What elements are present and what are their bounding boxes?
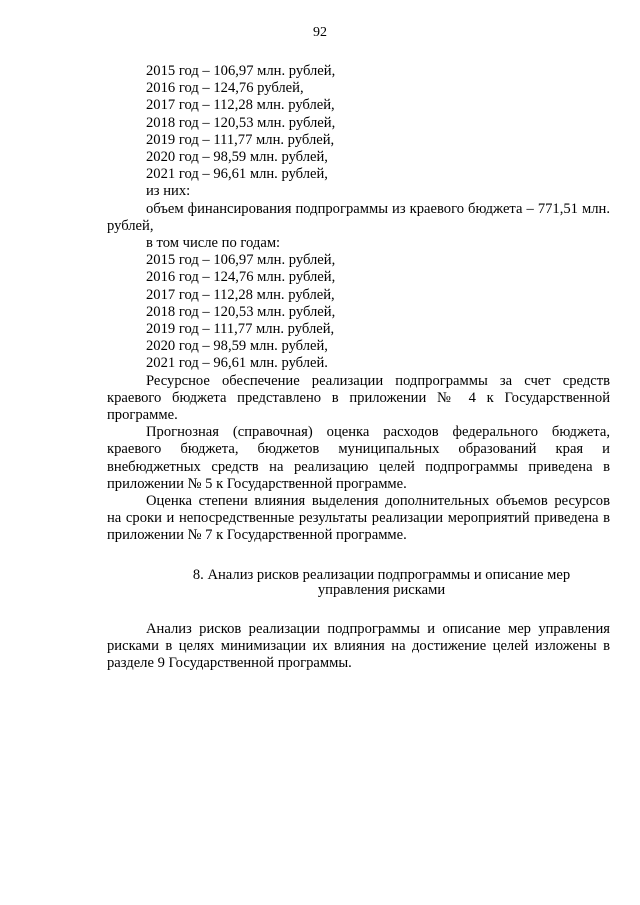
year-line: 2017 год – 112,28 млн. рублей, (146, 97, 335, 114)
year-line: 2019 год – 111,77 млн. рублей, (146, 321, 335, 338)
regional-budget-summary: объем финансирования подпрограммы из краевого бюджета – 771,51 млн. рублей, (107, 200, 610, 234)
year-line: 2018 год – 120,53 млн. рублей, (146, 303, 336, 320)
page-body (107, 63, 610, 672)
section-heading-line1: 8. Анализ рисков реализации подпрограммы и описание мер (192, 566, 571, 583)
section-heading (107, 568, 610, 598)
of-which-label: из них: (146, 183, 191, 200)
forecast-paragraph: Прогнозная (справочная) оценка расходов федерального бюджета, краевого бюджета, бюджетов муниципальных образований края и внебюджетных средств на реализацию целей подпрограммы приведена в приложении № 5 к Государственной программе. (107, 424, 610, 492)
year-line: 2015 год – 106,97 млн. рублей, (146, 252, 336, 269)
risk-analysis-paragraph: Анализ рисков реализации подпрограммы и описание мер управления рисками в целях минимизации их влияния на достижение целей изложены в разделе 9 Государственной программы. (107, 620, 610, 672)
section-heading-line2: управления рисками (317, 581, 446, 598)
year-line: 2020 год – 98,59 млн. рублей, (146, 149, 328, 166)
year-line: 2020 год – 98,59 млн. рублей, (146, 338, 328, 355)
year-line: 2019 год – 111,77 млн. рублей, (146, 131, 335, 148)
year-line: 2017 год – 112,28 млн. рублей, (146, 286, 335, 303)
resources-paragraph: Ресурсное обеспечение реализации подпрограммы за счет средств краевого бюджета представлено в приложении № 4 к Государственной программе. (107, 372, 610, 424)
year-line: 2021 год – 96,61 млн. рублей, (146, 166, 328, 183)
assessment-paragraph: Оценка степени влияния выделения дополнительных объемов ресурсов на сроки и непосредственные результаты реализации мероприятий приведена в приложении № 7 к Государственной программе. (107, 493, 610, 544)
by-years-intro: в том числе по годам: (146, 235, 281, 252)
year-line: 2021 год – 96,61 млн. рублей. (146, 355, 328, 372)
year-line: 2015 год – 106,97 млн. рублей, (146, 63, 336, 79)
year-line: 2016 год – 124,76 млн. рублей, (146, 269, 336, 286)
year-line: 2016 год – 124,76 рублей, (146, 80, 304, 97)
year-line: 2018 год – 120,53 млн. рублей, (146, 114, 336, 131)
page-number: 92 (313, 25, 327, 40)
